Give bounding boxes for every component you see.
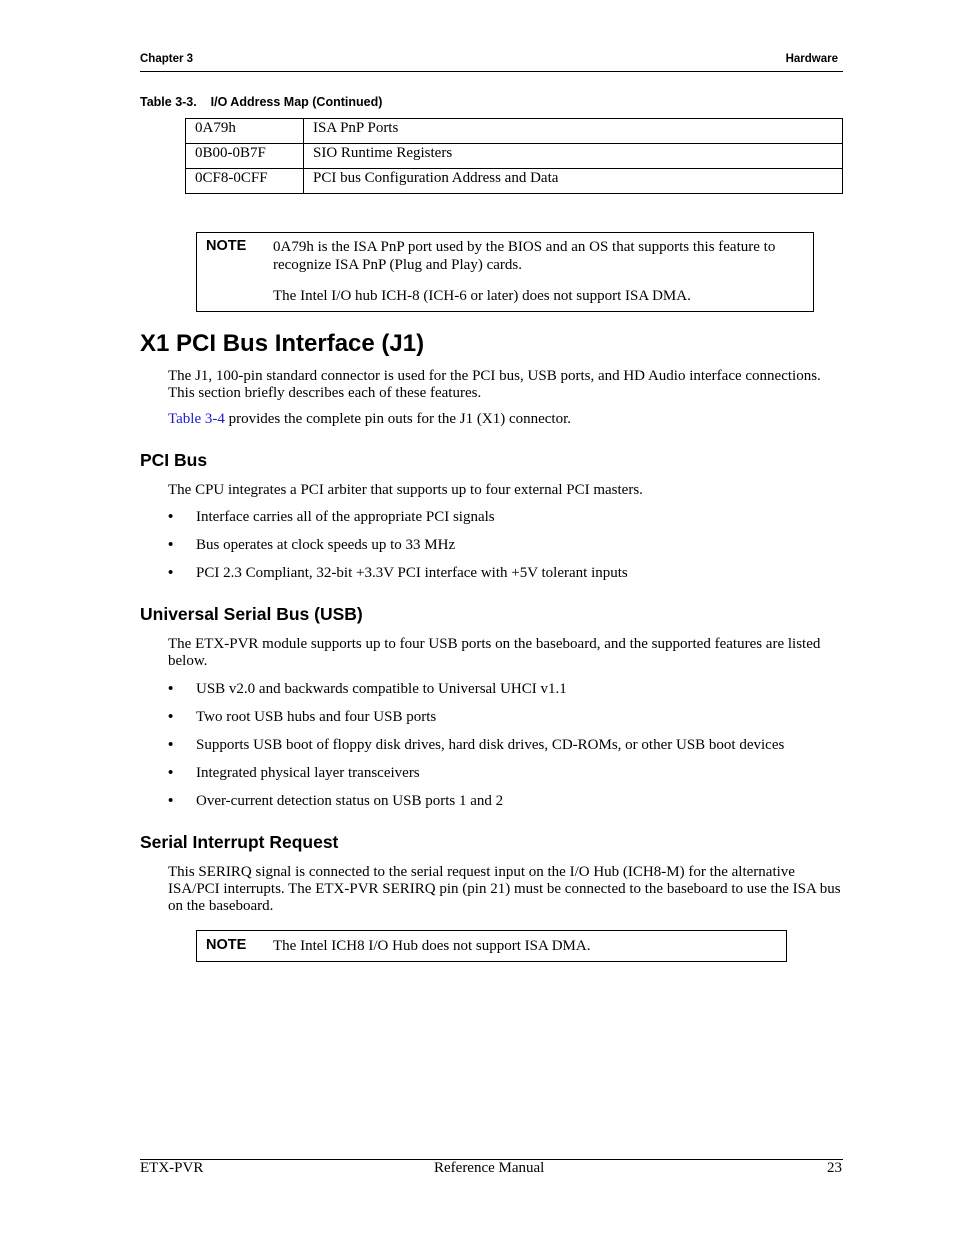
header-section: Hardware [785, 53, 838, 65]
table-row [186, 169, 843, 194]
table-cell-description: SIO Runtime Registers [304, 144, 843, 169]
table-reference-link[interactable]: Table 3-4 [168, 411, 225, 427]
reference-text: provides the complete pin outs for the J1 (X1) connector. [224, 411, 572, 427]
note-label: NOTE [206, 937, 247, 953]
note-text: 0A79h is the ISA PnP port used by the BIOS and an OS that supports this feature to recognize ISA PnP (Plug and Play) cards. [273, 239, 776, 273]
usb-intro: The ETX-PVR module supports up to four USB ports on the baseboard, and the supported features are listed below. [168, 636, 821, 669]
bullet-icon: • [168, 709, 174, 725]
bullet-icon: • [168, 509, 174, 525]
note-box [196, 930, 787, 962]
table-cell-description: ISA PnP Ports [304, 119, 843, 144]
note-label: NOTE [206, 238, 247, 254]
table-row [186, 119, 843, 144]
table-cell-address: 0A79h [186, 119, 304, 144]
bullet-icon: • [168, 737, 174, 753]
note-box [196, 232, 814, 312]
header-rule [140, 71, 843, 72]
io-address-table [185, 118, 843, 194]
table-caption: Table 3-3. I/O Address Map (Continued) [140, 95, 383, 109]
section-title: X1 PCI Bus Interface (J1) [140, 330, 425, 357]
header-chapter: Chapter 3 [140, 53, 194, 65]
table-cell-address: 0B00-0B7F [186, 144, 304, 169]
table-cell-address: 0CF8-0CFF [186, 169, 304, 194]
bullet-icon: • [168, 793, 174, 809]
page-number: 23 [827, 1160, 842, 1176]
serirq-heading: Serial Interrupt Request [140, 832, 339, 852]
bullet-icon: • [168, 765, 174, 781]
footer-title: Reference Manual [434, 1160, 545, 1176]
bullet-icon: • [168, 681, 174, 697]
table-row [186, 144, 843, 169]
note-text: The Intel I/O hub ICH-8 (ICH-6 or later) does not support ISA DMA. [273, 288, 691, 304]
serirq-intro: This SERIRQ signal is connected to the serial request input on the I/O Hub (ICH8-M) for the alternative ISA/PCI interrupts. The ETX-PVR SERIRQ pin (pin 21) must be connected to the baseboard to use the ISA bus on the baseboard. [168, 864, 841, 914]
bullet-icon: • [168, 537, 174, 553]
table-cell-description: PCI bus Configuration Address and Data [304, 169, 843, 194]
section-intro: The J1, 100-pin standard connector is used for the PCI bus, USB ports, and HD Audio interface connections. This section briefly describes each of these features. [168, 368, 821, 401]
note-text: The Intel ICH8 I/O Hub does not support ISA DMA. [273, 938, 591, 954]
pci-intro: The CPU integrates a PCI arbiter that supports up to four external PCI masters. [168, 482, 643, 498]
usb-heading: Universal Serial Bus (USB) [140, 604, 363, 624]
pci-heading: PCI Bus [140, 450, 208, 470]
bullet-icon: • [168, 565, 174, 581]
footer-product: ETX-PVR [140, 1160, 204, 1176]
section-reference [168, 411, 844, 428]
